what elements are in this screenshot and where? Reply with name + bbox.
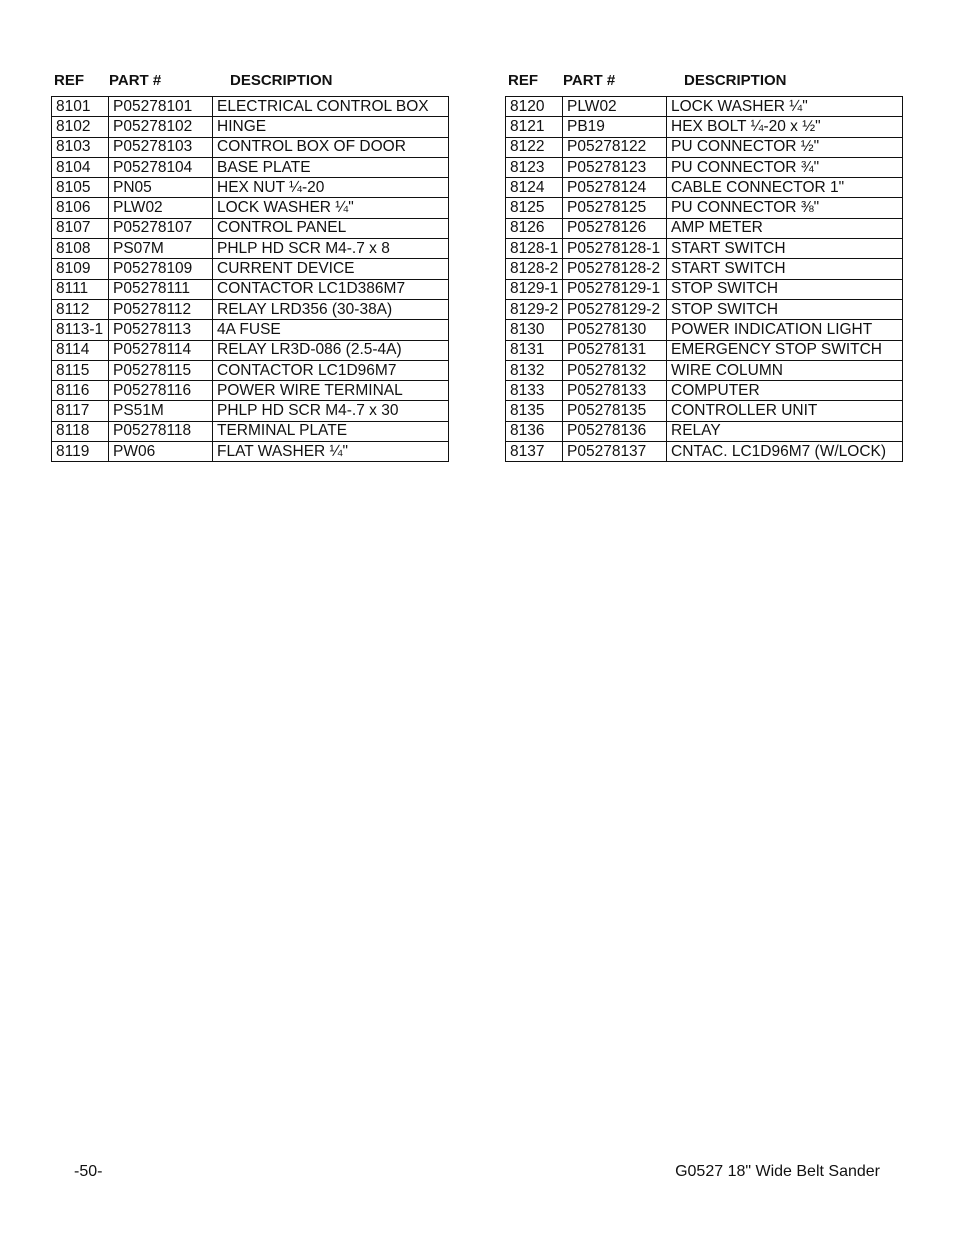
- part-number-cell: P05278130: [563, 320, 667, 340]
- ref-cell: 8102: [52, 117, 109, 137]
- description-cell: START SWITCH: [667, 239, 903, 259]
- ref-cell: 8112: [52, 299, 109, 319]
- ref-cell: 8115: [52, 360, 109, 380]
- description-cell: HINGE: [213, 117, 449, 137]
- header-description: DESCRIPTION: [684, 72, 787, 89]
- page-number: -50-: [74, 1163, 103, 1180]
- part-number-cell: P05278123: [563, 157, 667, 177]
- part-number-cell: P05278126: [563, 218, 667, 238]
- parts-list-left: [51, 70, 449, 462]
- table-row: [52, 421, 449, 441]
- part-number-cell: P05278129-1: [563, 279, 667, 299]
- ref-cell: 8116: [52, 381, 109, 401]
- ref-cell: 8107: [52, 218, 109, 238]
- ref-cell: 8113-1: [52, 320, 109, 340]
- part-number-cell: P05278112: [109, 299, 213, 319]
- table-row: [506, 178, 903, 198]
- ref-cell: 8124: [506, 178, 563, 198]
- part-number-cell: P05278137: [563, 442, 667, 462]
- ref-cell: 8135: [506, 401, 563, 421]
- part-number-cell: PW06: [109, 442, 213, 462]
- part-number-cell: P05278111: [109, 279, 213, 299]
- table-row: [52, 442, 449, 462]
- part-number-cell: P05278118: [109, 421, 213, 441]
- ref-cell: 8109: [52, 259, 109, 279]
- description-cell: STOP SWITCH: [667, 279, 903, 299]
- table-row: [52, 117, 449, 137]
- part-number-cell: P05278124: [563, 178, 667, 198]
- ref-cell: 8105: [52, 178, 109, 198]
- table-row: [52, 279, 449, 299]
- ref-cell: 8122: [506, 137, 563, 157]
- part-number-cell: P05278101: [109, 97, 213, 117]
- ref-cell: 8103: [52, 137, 109, 157]
- table-row: [52, 239, 449, 259]
- part-number-cell: P05278104: [109, 157, 213, 177]
- table-row: [506, 299, 903, 319]
- part-number-cell: P05278116: [109, 381, 213, 401]
- ref-cell: 8101: [52, 97, 109, 117]
- header-ref: REF: [54, 72, 84, 89]
- description-cell: BASE PLATE: [213, 157, 449, 177]
- table-row: [506, 381, 903, 401]
- part-number-cell: P05278128-1: [563, 239, 667, 259]
- ref-cell: 8126: [506, 218, 563, 238]
- description-cell: POWER INDICATION LIGHT: [667, 320, 903, 340]
- description-cell: POWER WIRE TERMINAL: [213, 381, 449, 401]
- table-row: [506, 137, 903, 157]
- ref-cell: 8125: [506, 198, 563, 218]
- ref-cell: 8137: [506, 442, 563, 462]
- header-part-number: PART #: [563, 72, 616, 89]
- ref-cell: 8117: [52, 401, 109, 421]
- part-number-cell: P05278103: [109, 137, 213, 157]
- description-cell: HEX NUT ¼-20: [213, 178, 449, 198]
- ref-cell: 8130: [506, 320, 563, 340]
- description-cell: LOCK WASHER ¼": [667, 97, 903, 117]
- description-cell: CURRENT DEVICE: [213, 259, 449, 279]
- table-row: [52, 360, 449, 380]
- table-row: [52, 259, 449, 279]
- description-cell: RELAY LR3D-086 (2.5-4A): [213, 340, 449, 360]
- description-cell: ELECTRICAL CONTROL BOX: [213, 97, 449, 117]
- description-cell: CONTACTOR LC1D386M7: [213, 279, 449, 299]
- part-number-cell: P05278128-2: [563, 259, 667, 279]
- part-number-cell: P05278125: [563, 198, 667, 218]
- part-number-cell: PS51M: [109, 401, 213, 421]
- part-number-cell: P05278129-2: [563, 299, 667, 319]
- header-description: DESCRIPTION: [230, 72, 333, 89]
- table-row: [506, 360, 903, 380]
- parts-list-right: [505, 70, 903, 462]
- table-row: [506, 117, 903, 137]
- description-cell: AMP METER: [667, 218, 903, 238]
- description-cell: CONTROLLER UNIT: [667, 401, 903, 421]
- table-row: [506, 239, 903, 259]
- description-cell: WIRE COLUMN: [667, 360, 903, 380]
- ref-cell: 8129-1: [506, 279, 563, 299]
- table-row: [52, 198, 449, 218]
- ref-cell: 8118: [52, 421, 109, 441]
- description-cell: CNTAC. LC1D96M7 (W/LOCK): [667, 442, 903, 462]
- table-row: [52, 381, 449, 401]
- table-row: [506, 218, 903, 238]
- description-cell: PU CONNECTOR ⅜": [667, 198, 903, 218]
- ref-cell: 8104: [52, 157, 109, 177]
- header-ref: REF: [508, 72, 538, 89]
- table-row: [52, 218, 449, 238]
- table-row: [52, 340, 449, 360]
- ref-cell: 8114: [52, 340, 109, 360]
- description-cell: CONTACTOR LC1D96M7: [213, 360, 449, 380]
- table-row: [52, 178, 449, 198]
- table-row: [52, 320, 449, 340]
- table-row: [52, 157, 449, 177]
- part-number-cell: P05278132: [563, 360, 667, 380]
- description-cell: LOCK WASHER ¼": [213, 198, 449, 218]
- part-number-cell: PN05: [109, 178, 213, 198]
- description-cell: CONTROL BOX OF DOOR: [213, 137, 449, 157]
- ref-cell: 8131: [506, 340, 563, 360]
- description-cell: HEX BOLT ¼-20 x ½": [667, 117, 903, 137]
- table-row: [506, 421, 903, 441]
- part-number-cell: PS07M: [109, 239, 213, 259]
- part-number-cell: PLW02: [109, 198, 213, 218]
- table-row: [506, 320, 903, 340]
- ref-cell: 8123: [506, 157, 563, 177]
- ref-cell: 8111: [52, 279, 109, 299]
- ref-cell: 8128-1: [506, 239, 563, 259]
- part-number-cell: P05278107: [109, 218, 213, 238]
- description-cell: RELAY: [667, 421, 903, 441]
- description-cell: START SWITCH: [667, 259, 903, 279]
- column-headers: [51, 70, 449, 96]
- description-cell: PHLP HD SCR M4-.7 x 30: [213, 401, 449, 421]
- part-number-cell: P05278122: [563, 137, 667, 157]
- table-row: [52, 137, 449, 157]
- description-cell: TERMINAL PLATE: [213, 421, 449, 441]
- part-number-cell: P05278135: [563, 401, 667, 421]
- ref-cell: 8129-2: [506, 299, 563, 319]
- ref-cell: 8121: [506, 117, 563, 137]
- header-part-number: PART #: [109, 72, 162, 89]
- description-cell: PHLP HD SCR M4-.7 x 8: [213, 239, 449, 259]
- table-row: [506, 340, 903, 360]
- table-row: [52, 401, 449, 421]
- part-number-cell: P05278114: [109, 340, 213, 360]
- parts-table: [51, 96, 449, 462]
- part-number-cell: P05278115: [109, 360, 213, 380]
- table-row: [506, 401, 903, 421]
- description-cell: EMERGENCY STOP SWITCH: [667, 340, 903, 360]
- table-row: [506, 442, 903, 462]
- ref-cell: 8136: [506, 421, 563, 441]
- part-number-cell: P05278113: [109, 320, 213, 340]
- parts-table: [505, 96, 903, 462]
- ref-cell: 8128-2: [506, 259, 563, 279]
- table-row: [52, 299, 449, 319]
- column-headers: [505, 70, 903, 96]
- description-cell: FLAT WASHER ¼": [213, 442, 449, 462]
- ref-cell: 8119: [52, 442, 109, 462]
- ref-cell: 8106: [52, 198, 109, 218]
- part-number-cell: P05278133: [563, 381, 667, 401]
- ref-cell: 8108: [52, 239, 109, 259]
- ref-cell: 8133: [506, 381, 563, 401]
- description-cell: COMPUTER: [667, 381, 903, 401]
- description-cell: PU CONNECTOR ¾": [667, 157, 903, 177]
- table-row: [506, 157, 903, 177]
- part-number-cell: PLW02: [563, 97, 667, 117]
- description-cell: 4A FUSE: [213, 320, 449, 340]
- table-row: [506, 198, 903, 218]
- manual-title: G0527 18" Wide Belt Sander: [675, 1163, 880, 1180]
- ref-cell: 8120: [506, 97, 563, 117]
- ref-cell: 8132: [506, 360, 563, 380]
- table-row: [506, 259, 903, 279]
- description-cell: PU CONNECTOR ½": [667, 137, 903, 157]
- description-cell: RELAY LRD356 (30-38A): [213, 299, 449, 319]
- description-cell: CABLE CONNECTOR 1": [667, 178, 903, 198]
- table-row: [506, 97, 903, 117]
- part-number-cell: P05278136: [563, 421, 667, 441]
- part-number-cell: P05278102: [109, 117, 213, 137]
- table-row: [506, 279, 903, 299]
- part-number-cell: P05278109: [109, 259, 213, 279]
- part-number-cell: PB19: [563, 117, 667, 137]
- part-number-cell: P05278131: [563, 340, 667, 360]
- table-row: [52, 97, 449, 117]
- description-cell: CONTROL PANEL: [213, 218, 449, 238]
- description-cell: STOP SWITCH: [667, 299, 903, 319]
